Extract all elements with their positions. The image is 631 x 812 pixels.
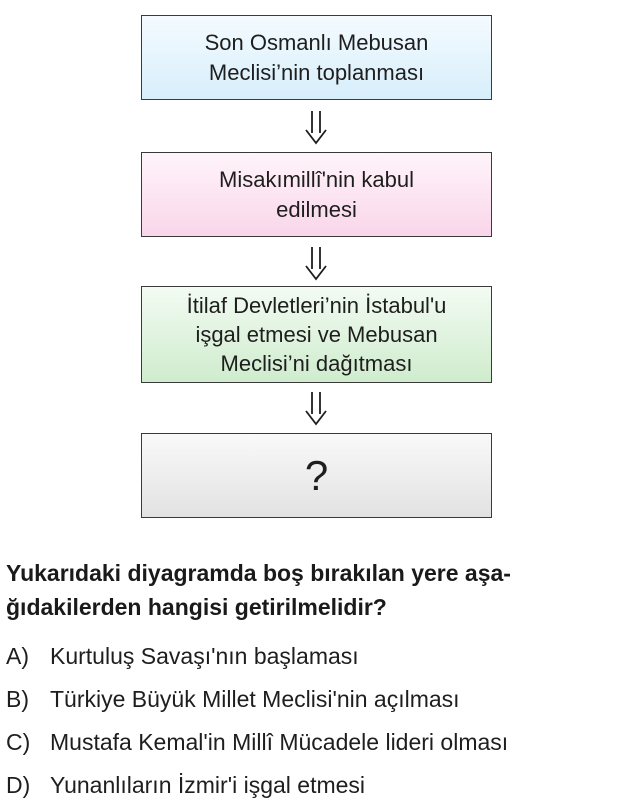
option-d[interactable] (6, 771, 365, 799)
double-down-arrow-icon (303, 392, 329, 426)
option-d-letter: D) (6, 772, 31, 798)
flow-box-1 (141, 15, 492, 100)
question-line-2: ğıdakilerden hangisi getirilmelidir? (6, 594, 387, 620)
option-c-text: Mustafa Kemal'in Millî Mücadele lideri olması (50, 729, 509, 755)
option-b-text: Türkiye Büyük Millet Meclisi'nin açılması (50, 686, 460, 712)
flow-box-3 (141, 286, 492, 383)
option-b[interactable] (6, 685, 460, 713)
double-down-arrow-icon (303, 111, 329, 145)
double-down-arrow-icon (303, 247, 329, 281)
question-mark: ? (304, 451, 329, 499)
flow-box-2-line-2: edilmesi (276, 196, 357, 222)
flow-box-1-line-2: Meclisi’nin toplanması (208, 59, 425, 85)
flow-box-3-line-3: Meclisi’ni dağıtması (220, 351, 413, 376)
flow-box-1-line-1: Son Osmanlı Mebusan (204, 29, 429, 55)
flow-box-2-line-1: Misakımillî'nin kabul (219, 166, 414, 192)
option-a-text: Kurtuluş Savaşı'nın başlaması (50, 643, 359, 669)
flow-box-3-line-1: İtilaf Devletleri’nin İstabul'u (186, 293, 447, 318)
option-a[interactable] (6, 642, 359, 670)
option-c-letter: C) (6, 729, 31, 755)
question-stem (6, 556, 626, 624)
option-a-letter: A) (6, 643, 29, 669)
flow-box-3-line-2: işgal etmesi ve Mebusan (195, 322, 438, 347)
option-b-letter: B) (6, 686, 29, 712)
question-line-1: Yukarıdaki diyagramda boş bırakılan yere aşa- (6, 560, 511, 586)
option-c[interactable] (6, 728, 508, 756)
flow-box-2 (141, 152, 492, 237)
flow-box-unknown (141, 433, 492, 518)
option-d-text: Yunanlıların İzmir'i işgal etmesi (50, 772, 366, 798)
